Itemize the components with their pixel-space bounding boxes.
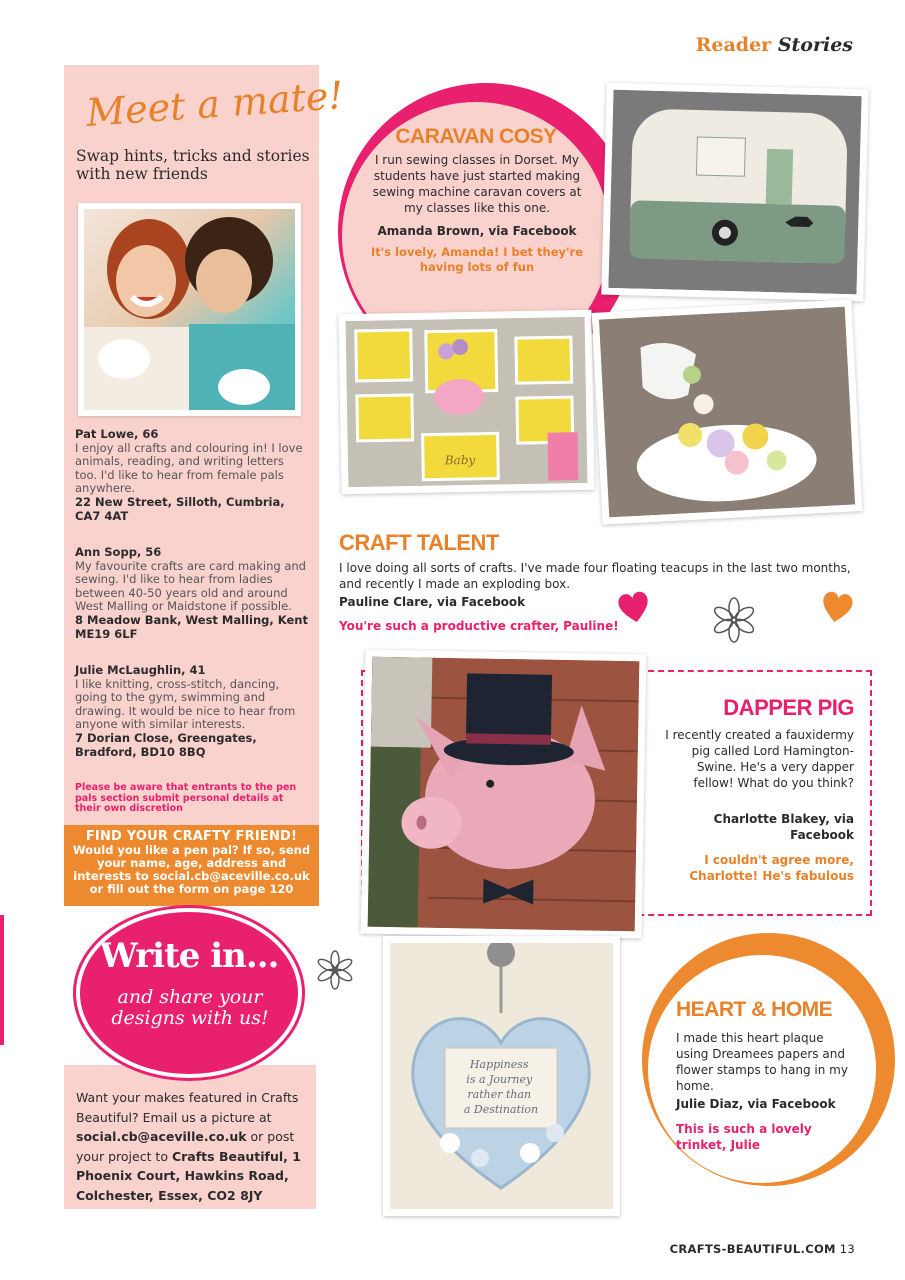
meet-a-mate-subtitle: Swap hints, tricks and stories with new friends — [76, 147, 310, 183]
pen-pal-entry — [75, 546, 309, 641]
pen-pal-entry — [75, 664, 309, 759]
section-label: Reader — [695, 34, 772, 56]
subsection-label: Stories — [777, 34, 853, 56]
write-in-subtitle: and share your designs with us! — [111, 986, 269, 1029]
caravan-body: I run sewing classes in Dorset. My students have just started making sewing machine caravan covers at my classes like this one. — [372, 153, 582, 215]
dapper-pig-title: DAPPER PIG — [723, 695, 854, 720]
pen-pal-description: I enjoy all crafts and colouring in! I love animals, reading, and writing letters too. I'd like to hear from female pals anywhere. — [75, 440, 303, 496]
dapper-pig-reply: I couldn't agree more, Charlotte! He's fabulous — [689, 853, 854, 883]
write-in-address: Crafts Beautiful, 1 Phoenix Court, Hawkins Road, Colchester, Essex, CO2 8JY — [76, 1148, 301, 1203]
privacy-disclaimer: Please be aware that entrants to the pen pals section submit personal details at their own discretion — [75, 782, 297, 814]
flower-icon — [708, 596, 760, 644]
heart-home-title: HEART & HOME — [676, 998, 833, 1021]
write-in-email[interactable]: social.cb@aceville.co.uk — [76, 1129, 247, 1144]
write-in-middle: or post your project to — [76, 1129, 295, 1164]
caravan-reply: It's lovely, Amanda! I bet they're having lots of fun — [370, 245, 584, 274]
pen-pal-name: Pat Lowe, 66 — [75, 427, 159, 441]
craft-talent-body: I love doing all sorts of crafts. I've made four floating teacups in the last two months, and recently I made an exploding box. — [339, 561, 851, 591]
write-in-title: Write in... — [99, 936, 279, 976]
flower-icon — [313, 950, 357, 990]
heart-home-credit: Julie Diaz, via Facebook — [676, 1097, 836, 1111]
pen-pal-description: My favourite crafts are card making and sewing. I'd like to hear from ladies between 40-50 years old and around West Malling or Maidstone if possible. — [75, 558, 306, 614]
write-in-instructions — [76, 1088, 311, 1205]
pen-pal-description: I like knitting, cross-stitch, dancing, going to the gym, swimming and drawing. It would be nice to hear from anyone with similar interests. — [75, 676, 296, 732]
pen-pal-name: Ann Sopp, 56 — [75, 545, 162, 559]
craft-talent-title: CRAFT TALENT — [339, 530, 499, 555]
page-edge-marker — [0, 915, 4, 1045]
pen-pal-address: 22 New Street, Silloth, Cumbria, CA7 4AT — [75, 494, 285, 523]
pen-pal-entry — [75, 428, 309, 523]
heart-plaque-photo — [383, 936, 620, 1216]
craft-talent-reply: You're such a productive crafter, Pauline! — [339, 619, 619, 633]
pen-pal-name: Julie McLaughlin, 41 — [75, 663, 206, 677]
caravan-title: CARAVAN COSY — [395, 125, 557, 148]
heart-icon — [615, 588, 653, 626]
find-friend-box — [64, 825, 319, 906]
friends-photo — [78, 203, 301, 416]
meet-a-mate-title: Meet a mate! — [84, 73, 345, 135]
heart-home-reply: This is such a lovely trinket, Julie — [676, 1122, 812, 1152]
dapper-pig-body: I recently created a fauxidermy pig called Lord Hamington-Swine. He's a very dapper fellow! What do you think? — [665, 728, 854, 790]
find-friend-title: FIND YOUR CRAFTY FRIEND! — [85, 829, 298, 844]
write-in-intro: Want your makes featured in Crafts Beautiful? Email us a picture at — [76, 1090, 299, 1125]
plaque-text: Happiness is a Journey rather than a Destination — [463, 1058, 539, 1116]
dapper-pig-credit: Charlotte Blakey, via Facebook — [713, 812, 854, 842]
heart-home-body: I made this heart plaque using Dreamees papers and flower stamps to hang in my home. — [676, 1031, 848, 1093]
footer-site[interactable]: CRAFTS-BEAUTIFUL.COM — [669, 1242, 836, 1256]
floating-teacup-photo — [592, 299, 863, 524]
dapper-pig-photo — [361, 650, 647, 939]
craft-talent-credit: Pauline Clare, via Facebook — [339, 595, 526, 609]
find-friend-body: Would you like a pen pal? If so, send your name, age, address and interests to social.cb@aceville.co.uk or fill out the form on page 120 — [72, 843, 311, 896]
box-photo-text: Baby — [444, 452, 476, 468]
caravan-credit: Amanda Brown, via Facebook — [377, 224, 577, 238]
exploding-box-photo — [338, 310, 594, 494]
page-number: 13 — [839, 1242, 855, 1256]
caravan-cover-photo — [601, 83, 868, 302]
heart-icon — [818, 588, 856, 626]
section-header — [696, 34, 853, 56]
pen-pal-address: 8 Meadow Bank, West Malling, Kent ME19 6LF — [75, 612, 308, 641]
pen-pal-address: 7 Dorian Close, Greengates, Bradford, BD10 8BQ — [75, 730, 257, 759]
write-in-badge — [80, 912, 298, 1074]
page-footer — [670, 1242, 855, 1256]
